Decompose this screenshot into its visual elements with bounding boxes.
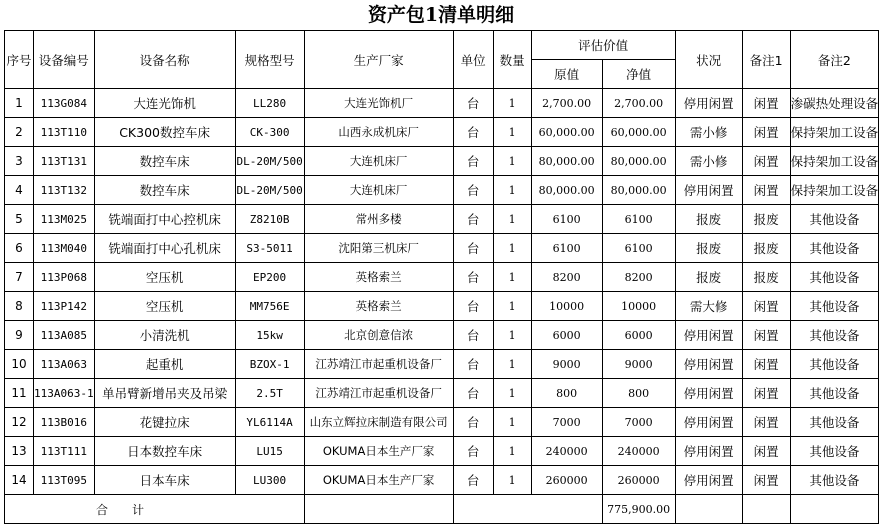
cell-maker: 山西永成机床厂: [304, 118, 453, 147]
table-row: [5, 350, 879, 379]
cell-qty: 1: [493, 176, 531, 205]
cell-name: 铣端面打中心孔机床: [94, 234, 235, 263]
total-empty-maker: [304, 495, 453, 524]
cell-note2: 其他设备: [790, 205, 879, 234]
cell-code: 113T110: [34, 118, 95, 147]
cell-seq: 5: [5, 205, 34, 234]
cell-seq: 2: [5, 118, 34, 147]
cell-code: 113P068: [34, 263, 95, 292]
table-row: [5, 205, 879, 234]
cell-status: 停用闲置: [675, 89, 742, 118]
cell-seq: 10: [5, 350, 34, 379]
cell-maker: 江苏靖江市起重机设备厂: [304, 350, 453, 379]
cell-note1: 闲置: [742, 118, 790, 147]
cell-orig: 7000: [531, 408, 602, 437]
header-note2: 备注2: [790, 31, 879, 89]
cell-note2: 其他设备: [790, 234, 879, 263]
cell-name: 数控车床: [94, 176, 235, 205]
cell-qty: 1: [493, 408, 531, 437]
cell-unit: 台: [453, 466, 493, 495]
asset-table: [4, 30, 879, 524]
cell-note2: 其他设备: [790, 408, 879, 437]
cell-maker: 江苏靖江市起重机设备厂: [304, 379, 453, 408]
cell-note1: 报废: [742, 234, 790, 263]
cell-note1: 闲置: [742, 350, 790, 379]
table-row: [5, 321, 879, 350]
total-net: 775,900.00: [602, 495, 675, 524]
header-seq: 序号: [5, 31, 34, 89]
cell-maker: 大连光饰机厂: [304, 89, 453, 118]
cell-note1: 闲置: [742, 292, 790, 321]
cell-model: CK-300: [235, 118, 304, 147]
cell-seq: 3: [5, 147, 34, 176]
cell-seq: 13: [5, 437, 34, 466]
cell-status: 停用闲置: [675, 379, 742, 408]
cell-qty: 1: [493, 89, 531, 118]
cell-qty: 1: [493, 118, 531, 147]
cell-model: 15kw: [235, 321, 304, 350]
cell-unit: 台: [453, 292, 493, 321]
cell-name: 日本车床: [94, 466, 235, 495]
cell-orig: 80,000.00: [531, 147, 602, 176]
cell-status: 需小修: [675, 147, 742, 176]
cell-seq: 7: [5, 263, 34, 292]
table-row: [5, 408, 879, 437]
cell-status: 停用闲置: [675, 176, 742, 205]
cell-status: 需大修: [675, 292, 742, 321]
cell-qty: 1: [493, 350, 531, 379]
cell-maker: 大连机床厂: [304, 176, 453, 205]
cell-note2: 其他设备: [790, 292, 879, 321]
cell-model: S3-5011: [235, 234, 304, 263]
cell-orig: 9000: [531, 350, 602, 379]
cell-qty: 1: [493, 321, 531, 350]
cell-note2: 保持架加工设备: [790, 176, 879, 205]
cell-code: 113M040: [34, 234, 95, 263]
cell-note2: 其他设备: [790, 466, 879, 495]
cell-seq: 12: [5, 408, 34, 437]
cell-status: 停用闲置: [675, 408, 742, 437]
cell-name: 大连光饰机: [94, 89, 235, 118]
cell-maker: 英格索兰: [304, 263, 453, 292]
cell-name: 起重机: [94, 350, 235, 379]
header-code: 设备编号: [34, 31, 95, 89]
cell-note1: 闲置: [742, 176, 790, 205]
cell-name: 小清洗机: [94, 321, 235, 350]
cell-status: 停用闲置: [675, 350, 742, 379]
cell-model: Z8210B: [235, 205, 304, 234]
cell-note2: 其他设备: [790, 350, 879, 379]
header-maker: 生产厂家: [304, 31, 453, 89]
cell-model: LL280: [235, 89, 304, 118]
total-empty-qty: [493, 495, 531, 524]
cell-model: BZOX-1: [235, 350, 304, 379]
cell-note2: 其他设备: [790, 437, 879, 466]
cell-code: 113B016: [34, 408, 95, 437]
cell-note1: 闲置: [742, 321, 790, 350]
cell-unit: 台: [453, 234, 493, 263]
cell-seq: 8: [5, 292, 34, 321]
table-row: [5, 147, 879, 176]
cell-orig: 800: [531, 379, 602, 408]
cell-note1: 闲置: [742, 147, 790, 176]
table-row: [5, 437, 879, 466]
cell-net: 6000: [602, 321, 675, 350]
cell-unit: 台: [453, 408, 493, 437]
cell-qty: 1: [493, 466, 531, 495]
total-empty-orig: [531, 495, 602, 524]
cell-orig: 6100: [531, 234, 602, 263]
cell-orig: 60,000.00: [531, 118, 602, 147]
cell-code: 113G084: [34, 89, 95, 118]
cell-maker: 沈阳第三机床厂: [304, 234, 453, 263]
cell-note2: 其他设备: [790, 263, 879, 292]
cell-model: DL-20M/500: [235, 176, 304, 205]
cell-net: 2,700.00: [602, 89, 675, 118]
cell-unit: 台: [453, 437, 493, 466]
cell-note2: 保持架加工设备: [790, 147, 879, 176]
cell-model: 2.5T: [235, 379, 304, 408]
cell-net: 60,000.00: [602, 118, 675, 147]
cell-orig: 6000: [531, 321, 602, 350]
cell-orig: 10000: [531, 292, 602, 321]
cell-net: 6100: [602, 234, 675, 263]
table-row: [5, 263, 879, 292]
cell-note1: 闲置: [742, 408, 790, 437]
cell-unit: 台: [453, 350, 493, 379]
cell-name: 日本数控车床: [94, 437, 235, 466]
cell-seq: 4: [5, 176, 34, 205]
header-orig: 原值: [531, 60, 602, 89]
cell-name: 铣端面打中心控机床: [94, 205, 235, 234]
cell-code: 113P142: [34, 292, 95, 321]
cell-maker: OKUMA日本生产厂家: [304, 466, 453, 495]
cell-name: 数控车床: [94, 147, 235, 176]
cell-unit: 台: [453, 379, 493, 408]
cell-name: 单吊臂新增吊夹及吊梁: [94, 379, 235, 408]
table-row: [5, 466, 879, 495]
cell-qty: 1: [493, 234, 531, 263]
cell-maker: OKUMA日本生产厂家: [304, 437, 453, 466]
cell-name: 空压机: [94, 263, 235, 292]
cell-qty: 1: [493, 205, 531, 234]
cell-net: 80,000.00: [602, 176, 675, 205]
cell-model: YL6114A: [235, 408, 304, 437]
cell-status: 报废: [675, 263, 742, 292]
cell-model: DL-20M/500: [235, 147, 304, 176]
cell-status: 需小修: [675, 118, 742, 147]
cell-note2: 其他设备: [790, 321, 879, 350]
table-row: [5, 292, 879, 321]
table-row: [5, 176, 879, 205]
cell-note2: 保持架加工设备: [790, 118, 879, 147]
cell-code: 113T131: [34, 147, 95, 176]
cell-qty: 1: [493, 379, 531, 408]
cell-net: 9000: [602, 350, 675, 379]
cell-code: 113T095: [34, 466, 95, 495]
cell-orig: 6100: [531, 205, 602, 234]
total-empty-model: [235, 495, 304, 524]
cell-qty: 1: [493, 292, 531, 321]
cell-maker: 大连机床厂: [304, 147, 453, 176]
cell-maker: 山东立辉拉床制造有限公司: [304, 408, 453, 437]
cell-net: 10000: [602, 292, 675, 321]
cell-net: 8200: [602, 263, 675, 292]
cell-unit: 台: [453, 263, 493, 292]
cell-note1: 闲置: [742, 89, 790, 118]
cell-status: 停用闲置: [675, 321, 742, 350]
cell-code: 113A085: [34, 321, 95, 350]
cell-name: CK300数控车床: [94, 118, 235, 147]
cell-note1: 报废: [742, 205, 790, 234]
cell-net: 800: [602, 379, 675, 408]
cell-net: 7000: [602, 408, 675, 437]
cell-unit: 台: [453, 205, 493, 234]
total-empty-unit: [453, 495, 493, 524]
total-empty-status: [675, 495, 742, 524]
cell-seq: 14: [5, 466, 34, 495]
cell-unit: 台: [453, 89, 493, 118]
cell-seq: 1: [5, 89, 34, 118]
cell-unit: 台: [453, 147, 493, 176]
cell-qty: 1: [493, 263, 531, 292]
header-qty: 数量: [493, 31, 531, 89]
cell-orig: 260000: [531, 466, 602, 495]
cell-seq: 9: [5, 321, 34, 350]
cell-code: 113A063: [34, 350, 95, 379]
total-empty-note1: [742, 495, 790, 524]
cell-note1: 闲置: [742, 379, 790, 408]
cell-maker: 常州多楼: [304, 205, 453, 234]
cell-code: 113T111: [34, 437, 95, 466]
header-note1: 备注1: [742, 31, 790, 89]
header-model: 规格型号: [235, 31, 304, 89]
cell-status: 停用闲置: [675, 437, 742, 466]
cell-model: LU15: [235, 437, 304, 466]
cell-orig: 2,700.00: [531, 89, 602, 118]
cell-orig: 80,000.00: [531, 176, 602, 205]
cell-name: 空压机: [94, 292, 235, 321]
table-row: [5, 234, 879, 263]
cell-name: 花键拉床: [94, 408, 235, 437]
cell-net: 260000: [602, 466, 675, 495]
cell-orig: 240000: [531, 437, 602, 466]
cell-unit: 台: [453, 118, 493, 147]
cell-code: 113A063-1: [34, 379, 95, 408]
header-net: 净值: [602, 60, 675, 89]
table-row: [5, 89, 879, 118]
cell-model: LU300: [235, 466, 304, 495]
header-name: 设备名称: [94, 31, 235, 89]
cell-net: 6100: [602, 205, 675, 234]
cell-note1: 闲置: [742, 437, 790, 466]
cell-note1: 闲置: [742, 466, 790, 495]
cell-unit: 台: [453, 176, 493, 205]
total-empty-note2: [790, 495, 879, 524]
cell-maker: 北京创意信浓: [304, 321, 453, 350]
cell-net: 80,000.00: [602, 147, 675, 176]
cell-maker: 英格索兰: [304, 292, 453, 321]
cell-status: 报废: [675, 234, 742, 263]
table-row: [5, 379, 879, 408]
cell-code: 113T132: [34, 176, 95, 205]
cell-code: 113M025: [34, 205, 95, 234]
cell-net: 240000: [602, 437, 675, 466]
cell-qty: 1: [493, 437, 531, 466]
header-status: 状况: [675, 31, 742, 89]
cell-seq: 11: [5, 379, 34, 408]
cell-note2: 其他设备: [790, 379, 879, 408]
header-unit: 单位: [453, 31, 493, 89]
cell-model: MM756E: [235, 292, 304, 321]
table-row: [5, 118, 879, 147]
header-valuation: 评估价值: [531, 31, 675, 60]
cell-model: EP200: [235, 263, 304, 292]
cell-status: 报废: [675, 205, 742, 234]
document-title: 资产包1清单明细: [367, 4, 515, 26]
cell-qty: 1: [493, 147, 531, 176]
cell-orig: 8200: [531, 263, 602, 292]
cell-status: 停用闲置: [675, 466, 742, 495]
cell-unit: 台: [453, 321, 493, 350]
cell-note2: 渗碳热处理设备: [790, 89, 879, 118]
cell-seq: 6: [5, 234, 34, 263]
cell-note1: 报废: [742, 263, 790, 292]
total-label: 合 计: [5, 495, 236, 524]
